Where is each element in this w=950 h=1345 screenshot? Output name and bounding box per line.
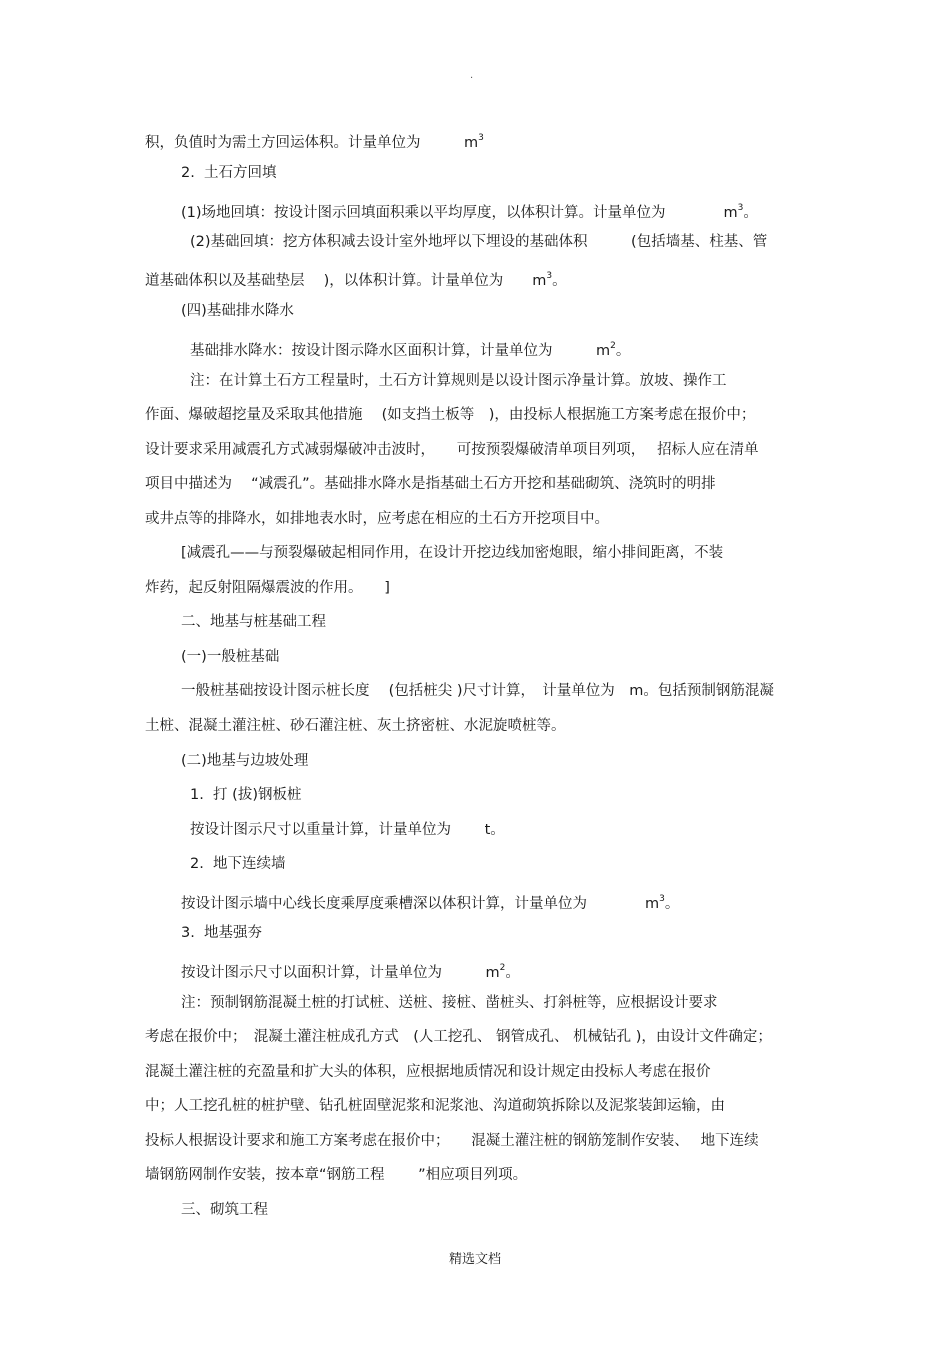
unit-exponent: 2: [610, 341, 616, 351]
text-line: [181, 889, 679, 914]
text-line: [190, 371, 727, 391]
line-tail: 。: [615, 343, 631, 359]
line-tail: 。: [552, 273, 567, 289]
line-text: 1. 打 (拔)钢板桩: [190, 787, 302, 803]
line-text: 考虑在报价中； 混凝土灌注桩成孔方式 (人工挖孔、 钢管成孔、 机械钻孔 )，由设计文件确定；: [145, 1029, 772, 1045]
line-text: 设计要求采用减震孔方式减弱爆破冲击波时， 可按预裂爆破清单项目列项， 招标人应在清单: [145, 442, 759, 458]
line-text: 积，负值时为需土方回运体积。计量单位为 m: [145, 135, 479, 151]
text-line: [145, 716, 566, 736]
line-tail: 。: [505, 965, 520, 981]
text-line: [145, 128, 484, 153]
text-line: [181, 751, 308, 771]
line-text: 二、地基与桩基础工程: [181, 614, 326, 630]
line-text: 注：在计算土石方工程量时，土石方计算规则是以设计图示净量计算。放坡、操作工: [190, 373, 727, 389]
line-text: 投标人根据设计要求和施工方案考虑在报价中； 混凝土灌注桩的钢筋笼制作安装、 地下连续: [145, 1133, 759, 1149]
unit-exponent: 3: [737, 203, 744, 213]
line-text: (2)基础回填：挖方体积减去设计室外地坪以下埋设的基础体积 (包括墙基、柱基、管: [190, 234, 768, 250]
text-line: [145, 509, 609, 529]
line-text: 按设计图示尺寸以面积计算，计量单位为 m: [181, 965, 500, 981]
text-line: [190, 785, 301, 805]
line-text: 2. 地下连续墙: [190, 856, 286, 872]
text-line: [145, 1131, 759, 1151]
unit-exponent: 3: [659, 894, 665, 904]
text-line: [181, 647, 279, 667]
line-text: 混凝土灌注桩的充盈量和扩大头的体积，应根据地质情况和设计规定由投标人考虑在报价: [145, 1064, 711, 1080]
text-line: [190, 232, 767, 252]
text-line: [145, 474, 716, 494]
line-text: 三、砌筑工程: [181, 1202, 268, 1218]
line-text: 墙钢筋网制作安装，按本章“钢筋工程 ”相应项目列项。: [145, 1167, 528, 1183]
text-line: [190, 820, 505, 840]
text-line: [145, 578, 390, 598]
line-text: 或井点等的排降水，如排地表水时，应考虑在相应的土石方开挖项目中。: [145, 511, 609, 527]
text-line: [181, 993, 718, 1013]
line-text: 土桩、混凝土灌注桩、砂石灌注桩、灰土挤密桩、水泥旋喷桩等。: [145, 718, 566, 734]
line-text: 中；人工挖孔桩的桩护壁、钻孔桩固壁泥浆和泥浆池、沟道砌筑拆除以及泥浆装卸运输，由: [145, 1098, 725, 1114]
line-text: (二)地基与边坡处理: [181, 753, 309, 769]
text-line: [145, 1027, 772, 1047]
text-line: [145, 1096, 725, 1116]
line-tail: 。: [664, 896, 680, 912]
line-text: 项目中描述为 “减震孔”。基础排水降水是指基础土石方开挖和基础砌筑、浇筑时的明排: [145, 476, 716, 492]
line-text: 按设计图示墙中心线长度乘厚度乘槽深以体积计算，计量单位为 m: [181, 896, 660, 912]
text-line: [181, 198, 758, 223]
line-text: (四)基础排水降水: [181, 303, 294, 319]
line-text: 按设计图示尺寸以重量计算，计量单位为 t。: [190, 822, 505, 838]
text-line: [181, 923, 262, 943]
line-text: 基础排水降水：按设计图示降水区面积计算，计量单位为 m: [190, 343, 611, 359]
text-line: [145, 1165, 527, 1185]
line-text: (一)一般桩基础: [181, 649, 280, 665]
line-text: (1)场地回填：按设计图示回填面积乘以平均厚度，以体积计算。计量单位为 m: [181, 205, 738, 221]
header-mark: .: [470, 70, 474, 81]
line-text: 3. 地基强夯: [181, 925, 263, 941]
text-line: [181, 612, 326, 632]
line-tail: 。: [743, 205, 758, 221]
unit-exponent: 3: [478, 133, 484, 143]
text-line: [145, 405, 755, 425]
text-line: [190, 336, 630, 361]
text-line: [145, 266, 567, 291]
line-text: 2. 土石方回填: [181, 165, 277, 181]
line-text: 一般桩基础按设计图示桩长度 (包括桩尖 )尺寸计算， 计量单位为 m。包括预制钢筋混凝: [181, 683, 774, 699]
line-text: 作面、爆破超挖量及采取其他措施 (如支挡土板等 )，由投标人根据施工方案考虑在报价中；: [145, 407, 756, 423]
text-line: [181, 681, 774, 701]
text-line: [145, 440, 759, 460]
line-text: 道基础体积以及基础垫层 )，以体积计算。计量单位为 m: [145, 273, 547, 289]
text-line: [181, 301, 294, 321]
text-line: [145, 1062, 711, 1082]
text-line: [190, 854, 286, 874]
line-text: 注：预制钢筋混凝土桩的打试桩、送桩、接桩、凿桩头、打斜桩等，应根据设计要求: [181, 995, 718, 1011]
line-text: 炸药，起反射阻隔爆震波的作用。 ]: [145, 580, 390, 596]
line-text: [减震孔——与预裂爆破起相同作用，在设计开挖边线加密炮眼，缩小排间距离，不装: [181, 545, 724, 561]
text-line: [181, 1200, 268, 1220]
text-line: [181, 958, 520, 983]
unit-exponent: 2: [499, 963, 506, 973]
unit-exponent: 3: [546, 271, 553, 281]
text-line: [181, 543, 723, 563]
page-footer: 精选文档: [448, 1252, 501, 1267]
text-line: [181, 163, 277, 183]
